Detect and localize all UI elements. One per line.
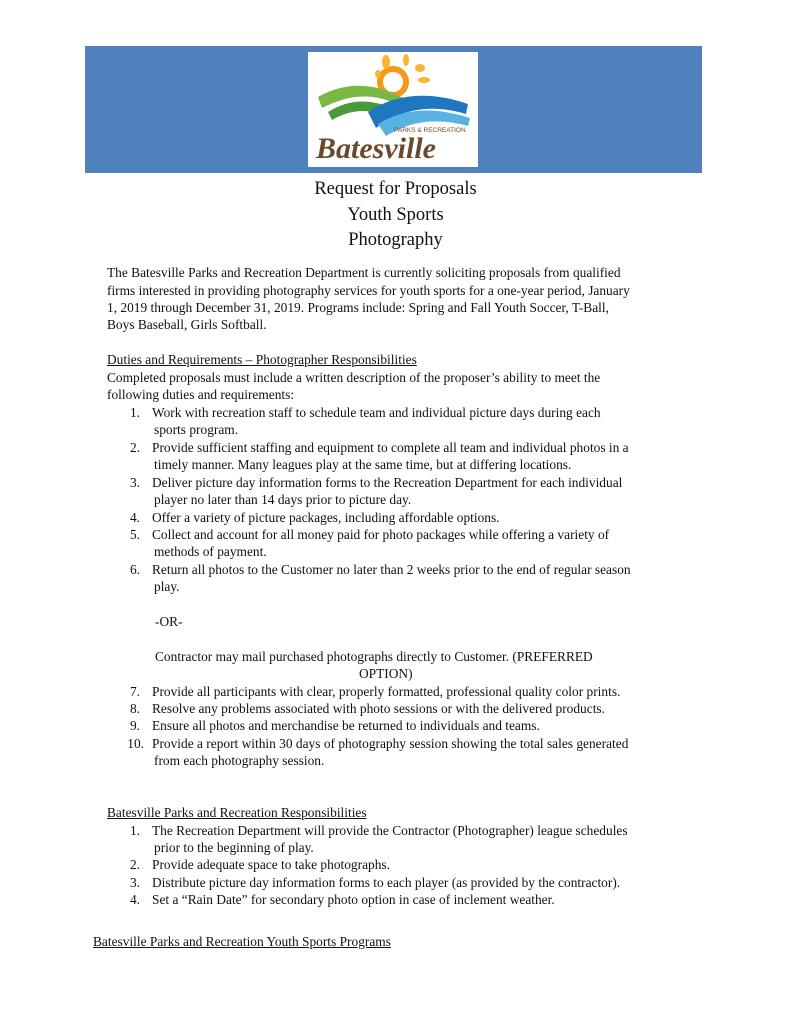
item-text: from each photography session. <box>154 753 325 768</box>
title-line-1: Request for Proposals <box>314 179 477 199</box>
item-number: 2. <box>129 440 140 455</box>
title-line-3: Photography <box>348 230 443 250</box>
item-text: Deliver picture day information forms to the Recreation Department for each individual <box>152 475 623 490</box>
item-text: Provide sufficient staffing and equipment to complete all team and individual photos in a <box>152 440 629 455</box>
item-text: Offer a variety of picture packages, including affordable options. <box>152 510 500 525</box>
item-text: Set a “Rain Date” for secondary photo option in case of inclement weather. <box>152 892 555 907</box>
document-title <box>0 177 791 254</box>
logo-graphic <box>308 52 478 167</box>
intro-line: Boys Baseball, Girls Softball. <box>107 317 267 332</box>
or-separator: -OR- <box>155 614 183 629</box>
item-text: Work with recreation staff to schedule team and individual picture days during each <box>152 405 601 420</box>
item-text: Distribute picture day information forms to each player (as provided by the contractor). <box>152 875 621 890</box>
intro-line: 1, 2019 through December 31, 2019. Programs include: Spring and Fall Youth Soccer, T-Ball, <box>107 300 609 315</box>
item-number: 1. <box>129 405 140 420</box>
item-text: Provide a report within 30 days of photography session showing the total sales generated <box>152 736 629 751</box>
item-text: methods of payment. <box>154 544 267 559</box>
item-text: Collect and account for all money paid for photo packages while offering a variety of <box>152 527 610 542</box>
alternative-option-line: OPTION) <box>359 666 413 681</box>
item-text: Return all photos to the Customer no later than 2 weeks prior to the end of regular season <box>152 562 631 577</box>
item-number: 2. <box>129 857 140 872</box>
item-number: 4. <box>129 892 140 907</box>
item-number: 5. <box>129 527 140 542</box>
item-number: 3. <box>129 475 140 490</box>
item-text: Provide adequate space to take photographs. <box>152 857 390 872</box>
item-number: 10. <box>127 736 144 751</box>
item-number: 6. <box>129 562 140 577</box>
lead-line: Completed proposals must include a written description of the proposer’s ability to meet the <box>107 370 601 385</box>
alternative-option-line: Contractor may mail purchased photographs directly to Customer. (PREFERRED <box>155 649 593 664</box>
lead-line: following duties and requirements: <box>107 387 295 402</box>
item-number: 9. <box>129 718 140 733</box>
photographer-heading: Duties and Requirements – Photographer Responsibilities <box>107 352 417 367</box>
item-text: sports program. <box>154 422 239 437</box>
item-text: player no later than 14 days prior to picture day. <box>154 492 412 507</box>
intro-line: firms interested in providing photography services for youth sports for a one-year period, January <box>107 283 630 298</box>
item-text: Ensure all photos and merchandise be returned to individuals and teams. <box>152 718 540 733</box>
item-text: play. <box>154 579 180 594</box>
item-number: 4. <box>129 510 140 525</box>
item-number: 1. <box>129 823 140 838</box>
item-text: The Recreation Department will provide the Contractor (Photographer) league schedules <box>152 823 628 838</box>
svg-text:Batesville: Batesville <box>316 132 436 165</box>
intro-line: The Batesville Parks and Recreation Department is currently soliciting proposals from qualified <box>107 265 621 280</box>
batesville-logo <box>308 52 478 167</box>
title-line-2: Youth Sports <box>347 204 444 225</box>
item-text: timely manner. Many leagues play at the same time, but at differing locations. <box>154 457 572 472</box>
programs-heading: Batesville Parks and Recreation Youth Sports Programs <box>93 934 391 949</box>
svg-text:PARKS & RECREATION: PARKS & RECREATION <box>394 127 466 134</box>
item-text: Resolve any problems associated with photo sessions or with the delivered products. <box>152 701 605 716</box>
item-text: prior to the beginning of play. <box>154 840 314 855</box>
item-text: Provide all participants with clear, properly formatted, professional quality color prints. <box>152 684 621 699</box>
item-number: 8. <box>129 701 140 716</box>
item-number: 3. <box>129 875 140 890</box>
item-number: 7. <box>129 684 140 699</box>
department-heading: Batesville Parks and Recreation Responsibilities <box>107 805 367 820</box>
